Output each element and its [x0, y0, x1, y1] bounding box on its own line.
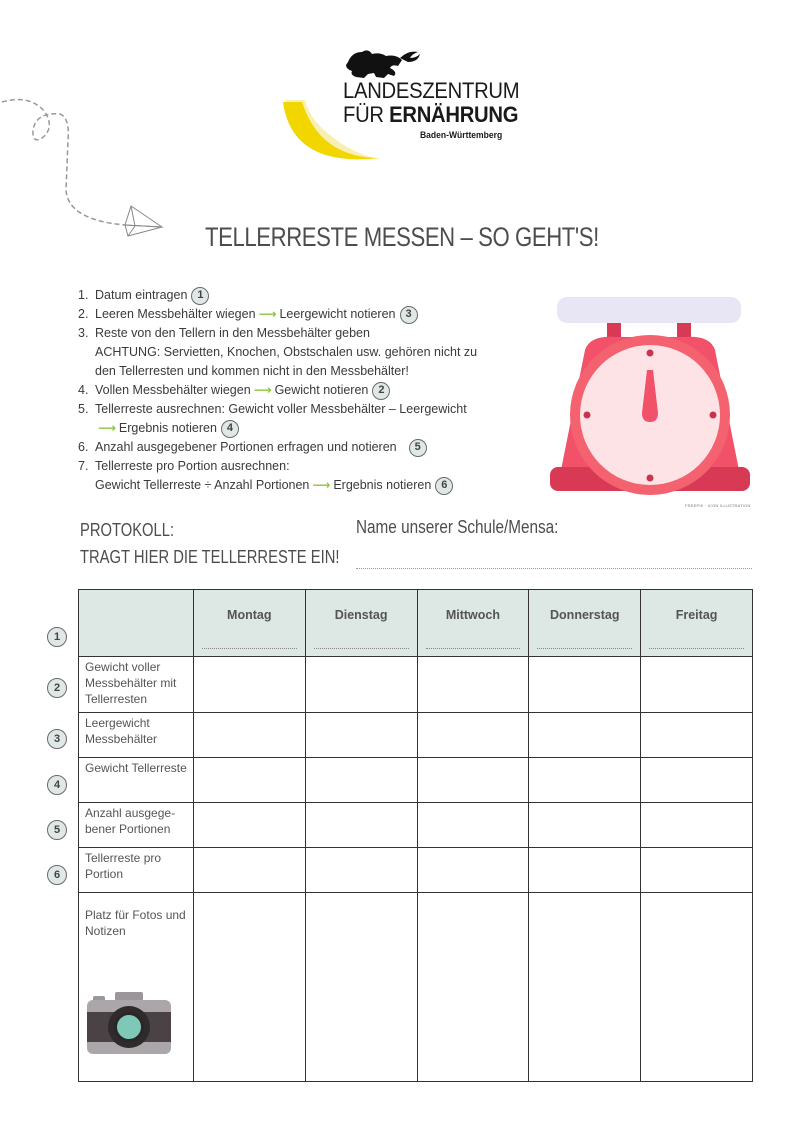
badge-icon: 6: [435, 477, 453, 495]
data-cell[interactable]: [529, 848, 641, 893]
day-label: Dienstag: [334, 608, 388, 622]
data-cell[interactable]: [529, 758, 641, 803]
step-1: [78, 286, 518, 305]
dashed-path: [2, 100, 125, 225]
dial-tick: [647, 475, 654, 482]
table-header-row: [79, 590, 753, 657]
step-text: Leeren Messbehälter wiegen: [95, 307, 256, 321]
row-badge-icon: 4: [47, 775, 67, 795]
badge-icon: 2: [372, 382, 390, 400]
step-number: 4.: [78, 383, 89, 397]
step-warning: ACHTUNG: Servietten, Knochen, Obstschalen usw. gehören nicht zu: [95, 345, 478, 359]
row-label: Gewicht Tellerreste: [79, 758, 194, 803]
day-label: Mittwoch: [445, 608, 500, 622]
date-input[interactable]: [314, 642, 409, 649]
protocol-title: PROTOKOLL:: [80, 520, 175, 540]
data-cell[interactable]: [641, 758, 753, 803]
date-input[interactable]: [426, 642, 521, 649]
data-cell[interactable]: [193, 657, 305, 713]
step-text: Tellerreste pro Portion ausrechnen:: [95, 459, 290, 473]
step-text: Leergewicht notieren: [279, 307, 396, 321]
data-cell[interactable]: [305, 758, 417, 803]
date-input[interactable]: [202, 642, 297, 649]
step-number: 2.: [78, 307, 89, 321]
column-header-friday: [641, 590, 753, 657]
data-cell[interactable]: [417, 657, 529, 713]
logo: [280, 40, 540, 180]
table-row: [79, 713, 753, 758]
data-cell[interactable]: [305, 803, 417, 848]
data-cell[interactable]: [641, 713, 753, 758]
row-label: Platz für Fotos und Notizen: [79, 893, 194, 1082]
day-label: Donnerstag: [550, 608, 620, 622]
row-badge-icon: 2: [47, 678, 67, 698]
row-label: Tellerreste pro Portion: [79, 848, 194, 893]
protocol-subtitle: TRAGT HIER DIE TELLERRESTE EIN!: [80, 547, 340, 567]
data-cell[interactable]: [305, 848, 417, 893]
dial-tick: [647, 350, 654, 357]
table-row-notes: [79, 893, 753, 1082]
arrow-right-icon: ⟶: [312, 478, 331, 492]
dial-tick: [584, 412, 591, 419]
badge-icon: 3: [400, 306, 418, 324]
notes-cell[interactable]: [641, 893, 753, 1082]
badge-icon: 4: [221, 420, 239, 438]
row-label: Anzahl ausgege- bener Portionen: [79, 803, 194, 848]
column-header-monday: [193, 590, 305, 657]
table-row: [79, 848, 753, 893]
data-cell[interactable]: [193, 758, 305, 803]
data-cell[interactable]: [529, 713, 641, 758]
column-header-wednesday: [417, 590, 529, 657]
column-header-thursday: [529, 590, 641, 657]
table-row: [79, 758, 753, 803]
step-text: Anzahl ausgegebener Portionen erfragen und notieren: [95, 440, 397, 454]
data-cell[interactable]: [193, 713, 305, 758]
step-text: Gewicht Tellerreste ÷ Anzahl Portionen: [95, 478, 310, 492]
camera-icon: [87, 992, 173, 1056]
data-cell[interactable]: [417, 713, 529, 758]
table-row: [79, 803, 753, 848]
data-cell[interactable]: [417, 848, 529, 893]
data-cell[interactable]: [417, 758, 529, 803]
day-label: Freitag: [675, 608, 718, 622]
step-4: [78, 381, 518, 400]
step-6: [78, 438, 518, 457]
date-input[interactable]: [537, 642, 632, 649]
paper-plane-decoration: [0, 80, 200, 250]
step-number: 5.: [78, 402, 89, 416]
day-label: Montag: [227, 608, 272, 622]
lion-icon: [346, 50, 420, 78]
logo-line-1: LANDESZENTRUM: [343, 78, 520, 103]
step-text: Vollen Messbehälter wiegen: [95, 383, 251, 397]
badge-icon: 1: [191, 287, 209, 305]
step-text: Gewicht notieren: [274, 383, 369, 397]
step-text: Ergebnis notieren: [118, 421, 217, 435]
header-corner-cell: [79, 590, 194, 657]
step-number: 7.: [78, 459, 89, 473]
logo-line-2: [343, 102, 518, 128]
logo-line-3: Baden-Württemberg: [420, 130, 503, 141]
kitchen-scale-icon: [545, 295, 755, 500]
row-badge-icon: 3: [47, 729, 67, 749]
page-title: TELLERRESTE MESSEN – SO GEHT'S!: [205, 222, 599, 252]
step-number: 6.: [78, 440, 89, 454]
step-text: Datum eintragen: [95, 288, 188, 302]
step-3: [78, 324, 518, 381]
protocol-table: [78, 589, 753, 1082]
row-badge-icon: 1: [47, 627, 67, 647]
logo-line-2-light: FÜR: [343, 102, 390, 127]
notes-cell[interactable]: [193, 893, 305, 1082]
notes-cell[interactable]: [529, 893, 641, 1082]
step-number: 3.: [78, 326, 89, 340]
step-7: [78, 457, 518, 495]
step-number: 1.: [78, 288, 89, 302]
step-2: [78, 305, 518, 324]
arrow-right-icon: ⟶: [253, 383, 272, 397]
data-cell[interactable]: [529, 803, 641, 848]
data-cell[interactable]: [641, 803, 753, 848]
row-badge-icon: 5: [47, 820, 67, 840]
data-cell[interactable]: [641, 848, 753, 893]
data-cell[interactable]: [193, 848, 305, 893]
data-cell[interactable]: [305, 713, 417, 758]
protocol-heading: [80, 517, 339, 571]
column-header-tuesday: [305, 590, 417, 657]
date-input[interactable]: [649, 642, 744, 649]
step-5: [78, 400, 518, 438]
logo-line-2-bold: ERNÄHRUNG: [389, 102, 519, 127]
row-badge-icon: 6: [47, 865, 67, 885]
arrow-right-icon: ⟶: [258, 307, 277, 321]
step-text: Tellerreste ausrechnen: Gewicht voller Messbehälter – Leergewicht: [95, 402, 467, 416]
notes-cell[interactable]: [305, 893, 417, 1082]
data-cell[interactable]: [193, 803, 305, 848]
notes-cell[interactable]: [417, 893, 529, 1082]
school-name-label: Name unserer Schule/Mensa:: [356, 517, 559, 537]
scale-tray: [557, 297, 741, 323]
data-cell[interactable]: [529, 657, 641, 713]
instructions-list: [78, 286, 518, 495]
school-name-input[interactable]: [356, 560, 752, 569]
step-warning: den Tellerresten und kommen nicht in den Messbehälter!: [95, 364, 409, 378]
badge-icon: 5: [409, 439, 427, 457]
image-credit: FREEPIK · ICON ILLUSTRATION: [685, 503, 751, 508]
dial-tick: [710, 412, 717, 419]
step-text: Ergebnis notieren: [333, 478, 432, 492]
arrow-right-icon: ⟶: [98, 421, 116, 435]
table-row: [79, 657, 753, 713]
data-cell[interactable]: [417, 803, 529, 848]
row-label: Leergewicht Messbehälter: [79, 713, 194, 758]
row-label: Gewicht voller Messbehälter mit Tellerresten: [79, 657, 194, 713]
data-cell[interactable]: [641, 657, 753, 713]
data-cell[interactable]: [305, 657, 417, 713]
step-text: Reste von den Tellern in den Messbehälter geben: [95, 326, 370, 340]
paper-plane-icon: [125, 206, 162, 236]
